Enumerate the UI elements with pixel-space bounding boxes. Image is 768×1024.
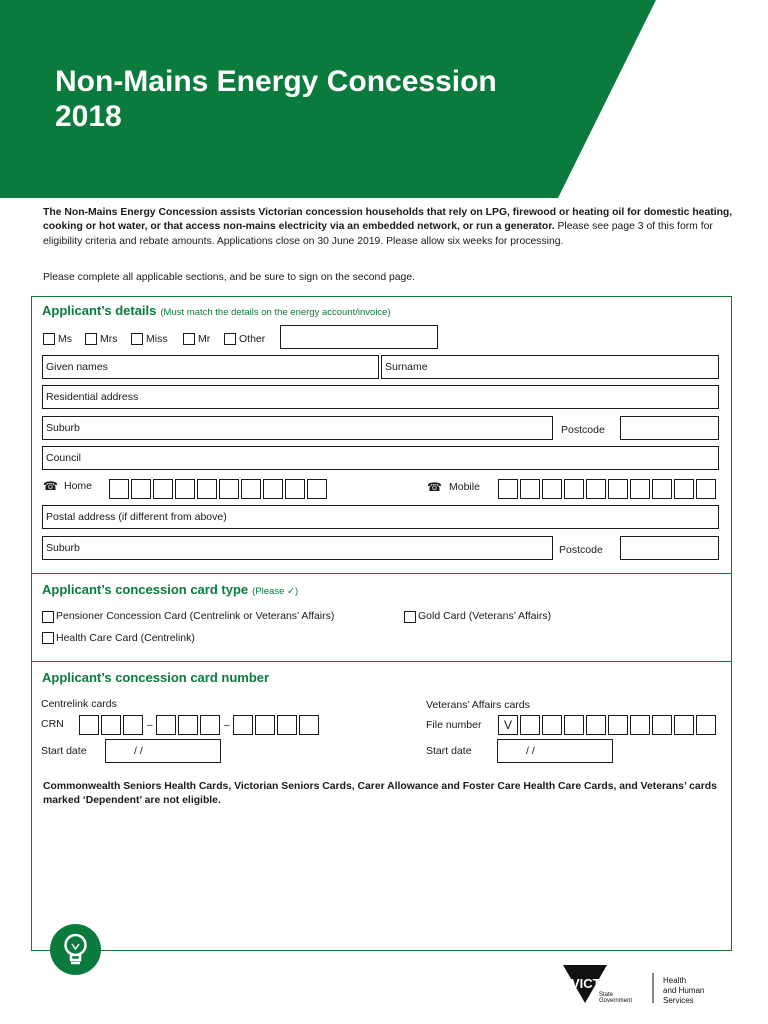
crn-digits-group-1[interactable] (79, 715, 145, 735)
digit-box[interactable] (285, 479, 305, 499)
checkbox-gold-card[interactable] (404, 611, 416, 623)
digit-box[interactable] (630, 715, 650, 735)
postal-address-field[interactable]: Postal address (if different from above) (42, 505, 719, 529)
digit-box[interactable] (178, 715, 198, 735)
digit-box[interactable] (123, 715, 143, 735)
file-number-label: File number (426, 719, 482, 731)
card-number-title: Applicant’s concession card number (42, 670, 270, 685)
dept-line-1: Health (663, 976, 687, 985)
logo-sub1: State (599, 992, 614, 998)
card-type-note: (Please ✓) (252, 586, 299, 597)
digit-box[interactable] (674, 479, 694, 499)
digit-box[interactable] (564, 715, 584, 735)
label-gold-card: Gold Card (Veterans’ Affairs) (418, 610, 552, 622)
digit-box[interactable] (696, 715, 716, 735)
checkbox-pensioner-card[interactable] (42, 611, 54, 623)
crn-label: CRN (41, 718, 64, 730)
digit-box[interactable] (630, 479, 650, 499)
postal-suburb-field[interactable]: Suburb (42, 536, 553, 560)
postal-postcode-label: Postcode (559, 544, 603, 556)
digit-box[interactable] (175, 479, 195, 499)
digit-box[interactable] (241, 479, 261, 499)
digit-box[interactable] (101, 715, 121, 735)
logo-word: VICTORIA (571, 976, 633, 991)
digit-box[interactable] (652, 715, 672, 735)
digit-box[interactable] (498, 479, 518, 499)
digit-box[interactable] (277, 715, 297, 735)
digit-box[interactable] (608, 479, 628, 499)
digit-box[interactable] (219, 479, 239, 499)
dept-line-3: Services (663, 996, 694, 1005)
page-title (55, 64, 575, 134)
digit-box[interactable] (153, 479, 173, 499)
dept-line-2: and Human (663, 986, 705, 995)
crn-dash: – (224, 720, 230, 731)
digit-box[interactable] (131, 479, 151, 499)
postcode-field[interactable] (620, 416, 719, 440)
label-mr: Mr (198, 333, 211, 345)
intro-instruction: Please complete all applicable sections, and be sure to sign on the second page. (43, 272, 415, 283)
section-divider (31, 661, 732, 662)
checkbox-mr[interactable] (183, 333, 195, 345)
other-title-field[interactable] (280, 325, 438, 349)
home-label: Home (64, 480, 93, 492)
intro-paragraph (43, 206, 733, 249)
card-type-title: Applicant’s concession card type (42, 582, 249, 597)
label-mrs: Mrs (100, 333, 118, 345)
digit-box[interactable] (299, 715, 319, 735)
centrelink-start-date-field[interactable]: / / (105, 739, 221, 763)
veterans-start-date-label: Start date (426, 745, 472, 757)
applicant-note: (Must match the details on the energy account/invoice) (160, 307, 391, 318)
veterans-start-date-field[interactable]: / / (497, 739, 613, 763)
postal-postcode-field[interactable] (620, 536, 719, 560)
suburb-field[interactable]: Suburb (42, 416, 553, 440)
mobile-phone-digits[interactable] (498, 479, 718, 499)
digit-box[interactable] (564, 479, 584, 499)
crn-digits-group-3[interactable] (233, 715, 321, 735)
checkbox-miss[interactable] (131, 333, 143, 345)
checkbox-ms[interactable] (43, 333, 55, 345)
given-names-field[interactable]: Given names (42, 355, 379, 379)
section-divider (31, 573, 732, 574)
intro-bold: The Non-Mains Energy Concession assists Victorian concession households that rely on LPG, firewood or heating oil for domestic heating, cooking or hot water, or that access non-mains electricity via an embedded network, or run a generator. (43, 207, 733, 233)
checkbox-other[interactable] (224, 333, 236, 345)
label-miss: Miss (146, 333, 168, 345)
digit-box[interactable] (156, 715, 176, 735)
mobile-label: Mobile (449, 481, 480, 493)
label-health-care-card: Health Care Card (Centrelink) (56, 632, 195, 644)
crn-digits-group-2[interactable] (156, 715, 222, 735)
digit-box[interactable] (233, 715, 253, 735)
digit-box[interactable] (696, 479, 716, 499)
digit-box[interactable] (674, 715, 694, 735)
card-type-section-title (42, 582, 298, 597)
label-ms: Ms (58, 333, 72, 345)
digit-box[interactable] (197, 479, 217, 499)
mobile-phone-icon: ☎ (427, 480, 442, 494)
residential-address-field[interactable]: Residential address (42, 385, 719, 409)
veterans-label: Veterans’ Affairs cards (426, 699, 530, 711)
digit-box[interactable] (263, 479, 283, 499)
checkbox-health-care-card[interactable] (42, 632, 54, 644)
intro-normal: Please see page 3 of this form for eligibility criteria and rebate amounts. Applications close on 30 June 2019. Please allow six weeks for processing. (43, 221, 713, 247)
lightbulb-icon (50, 924, 101, 975)
crn-dash: – (147, 720, 153, 731)
eligibility-notice: Commonwealth Seniors Health Cards, Victorian Seniors Cards, Carer Allowance and Foster Care Health Care Cards, and Veterans’ cards marked ‘Dependent’ are not eligible. (43, 781, 717, 807)
postcode-label: Postcode (561, 424, 605, 436)
logo-sub2: Government (599, 998, 633, 1004)
file-number-digits[interactable] (498, 715, 718, 735)
digit-box[interactable] (586, 715, 606, 735)
checkbox-mrs[interactable] (85, 333, 97, 345)
label-other: Other (239, 333, 266, 345)
home-phone-digits[interactable] (109, 479, 329, 499)
title-line-1: Non-Mains Energy Concession (55, 65, 497, 98)
surname-field[interactable]: Surname (381, 355, 719, 379)
council-field[interactable]: Council (42, 446, 719, 470)
digit-box[interactable] (520, 715, 540, 735)
victoria-government-logo (563, 963, 723, 1012)
applicant-title: Applicant’s details (42, 303, 157, 318)
digit-box[interactable] (255, 715, 275, 735)
title-line-2: 2018 (55, 100, 122, 133)
digit-box[interactable] (586, 479, 606, 499)
applicant-section-title (42, 303, 391, 318)
digit-box[interactable] (200, 715, 220, 735)
centrelink-start-date-label: Start date (41, 745, 87, 757)
digit-box[interactable] (109, 479, 129, 499)
digit-box[interactable] (542, 715, 562, 735)
centrelink-label: Centrelink cards (41, 698, 117, 710)
file-prefix-box: V (498, 715, 518, 735)
digit-box[interactable] (307, 479, 327, 499)
digit-box[interactable] (79, 715, 99, 735)
digit-box[interactable] (542, 479, 562, 499)
digit-box[interactable] (608, 715, 628, 735)
label-pensioner-card: Pensioner Concession Card (Centrelink or Veterans’ Affairs) (56, 610, 335, 622)
digit-box[interactable] (652, 479, 672, 499)
home-phone-icon: ☎ (43, 479, 58, 493)
digit-box[interactable] (520, 479, 540, 499)
